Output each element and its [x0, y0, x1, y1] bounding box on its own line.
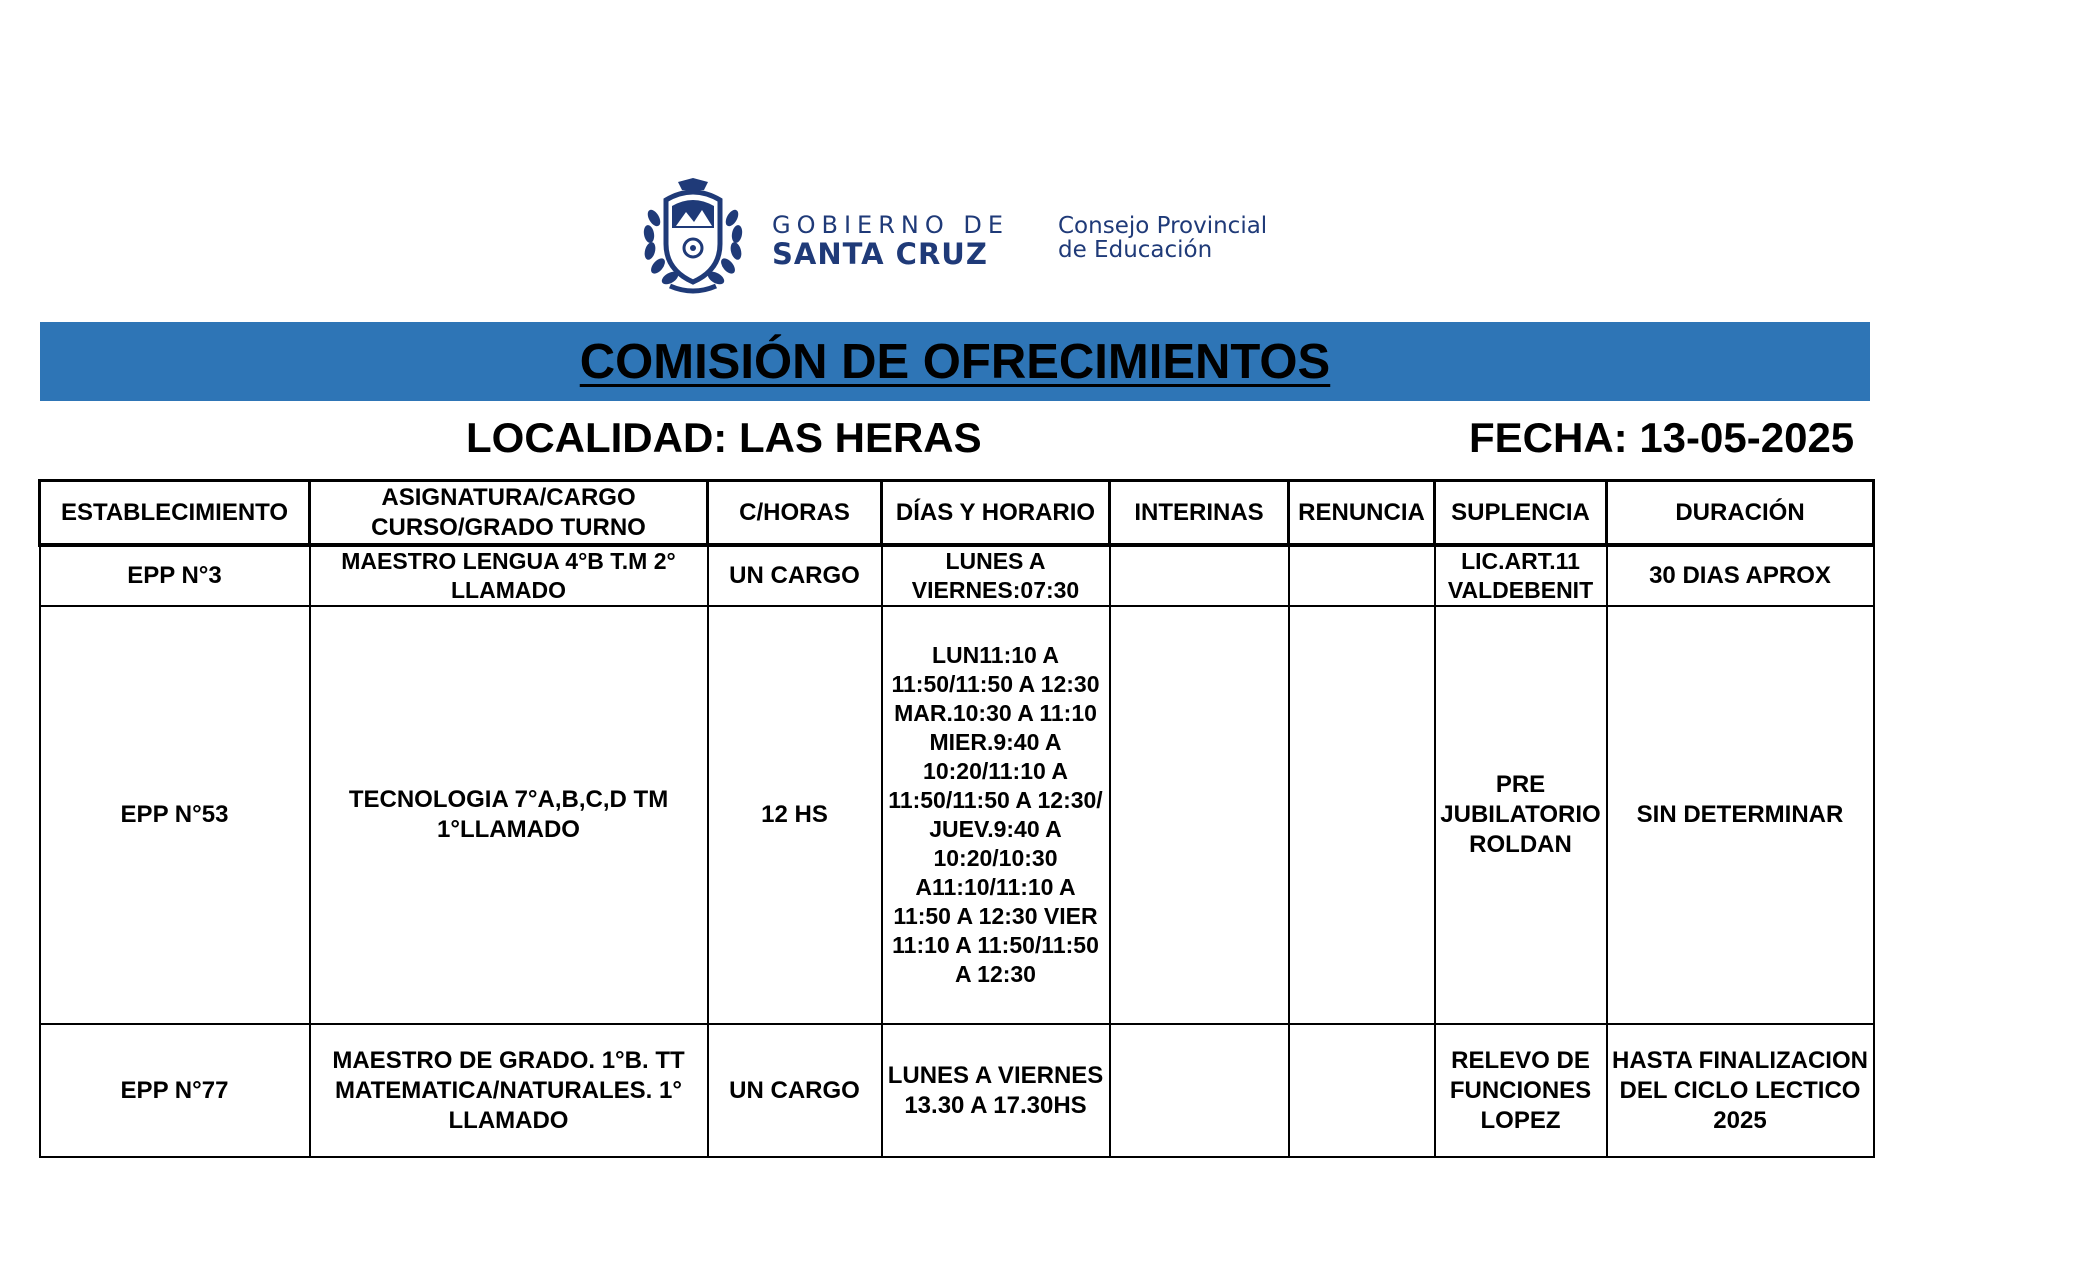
- government-line-1: GOBIERNO DE: [772, 211, 1009, 239]
- cell-horas: UN CARGO: [708, 545, 882, 606]
- column-header-interinas: INTERINAS: [1110, 481, 1289, 546]
- council-line-1: Consejo Provincial: [1058, 213, 1268, 239]
- cell-interinas: [1110, 545, 1289, 606]
- cell-asignatura: TECNOLOGIA 7°A,B,C,D TM 1°LLAMADO: [310, 606, 708, 1024]
- cell-interinas: [1110, 1024, 1289, 1157]
- header-logo: [640, 176, 1300, 306]
- council-wordmark: [1058, 214, 1267, 262]
- cell-dias: LUNES A VIERNES 13.30 A 17.30HS: [882, 1024, 1110, 1157]
- table-header-row: [40, 481, 1874, 546]
- cell-suplencia: RELEVO DE FUNCIONES LOPEZ: [1435, 1024, 1607, 1157]
- date-label: FECHA: 13-05-2025: [1469, 414, 1855, 461]
- table-row: [40, 1024, 1874, 1157]
- cell-establecimiento: EPP N°77: [40, 1024, 310, 1157]
- locality-label: LOCALIDAD: LAS HERAS: [466, 414, 982, 461]
- council-line-2: de Educación: [1058, 237, 1213, 263]
- cell-horas: 12 HS: [708, 606, 882, 1024]
- title-banner: [40, 322, 1870, 401]
- column-header-asignatura: ASIGNATURA/CARGO CURSO/GRADO TURNO: [310, 481, 708, 546]
- cell-duracion: 30 DIAS APROX: [1607, 545, 1874, 606]
- provincial-seal-icon: [640, 178, 746, 298]
- page-title: COMISIÓN DE OFRECIMIENTOS: [579, 334, 1331, 389]
- cell-suplencia: LIC.ART.11 VALDEBENIT: [1435, 545, 1607, 606]
- column-header-horas: C/HORAS: [708, 481, 882, 546]
- cell-renuncia: [1289, 1024, 1435, 1157]
- column-header-suplencia: SUPLENCIA: [1435, 481, 1607, 546]
- cell-renuncia: [1289, 545, 1435, 606]
- cell-renuncia: [1289, 606, 1435, 1024]
- cell-duracion: SIN DETERMINAR: [1607, 606, 1874, 1024]
- column-header-duracion: DURACIÓN: [1607, 481, 1874, 546]
- cell-asignatura: MAESTRO DE GRADO. 1°B. TT MATEMATICA/NATURALES. 1° LLAMADO: [310, 1024, 708, 1157]
- table-row: [40, 606, 1874, 1024]
- government-line-2: SANTA CRUZ: [772, 237, 988, 271]
- table-row: [40, 545, 1874, 606]
- cell-horas: UN CARGO: [708, 1024, 882, 1157]
- offers-table: [38, 479, 1875, 1158]
- cell-dias: LUN11:10 A 11:50/11:50 A 12:30 MAR.10:30 A 11:10 MIER.9:40 A 10:20/11:10 A 11:50/11:50 A 12:30/ JUEV.9:40 A 10:20/10:30 A11:10/11:10 A 11:50 A 12:30 VIER 11:10 A 11:50/11:50 A 12:30: [882, 606, 1110, 1024]
- cell-establecimiento: EPP N°3: [40, 545, 310, 606]
- column-header-renuncia: RENUNCIA: [1289, 481, 1435, 546]
- cell-establecimiento: EPP N°53: [40, 606, 310, 1024]
- cell-asignatura: MAESTRO LENGUA 4°B T.M 2° LLAMADO: [310, 545, 708, 606]
- column-header-establecimiento: ESTABLECIMIENTO: [40, 481, 310, 546]
- cell-duracion: HASTA FINALIZACION DEL CICLO LECTICO 2025: [1607, 1024, 1874, 1157]
- column-header-dias: DÍAS Y HORARIO: [882, 481, 1110, 546]
- government-wordmark: [772, 212, 1009, 270]
- cell-suplencia: PRE JUBILATORIO ROLDAN: [1435, 606, 1607, 1024]
- cell-dias: LUNES A VIERNES:07:30: [882, 545, 1110, 606]
- cell-interinas: [1110, 606, 1289, 1024]
